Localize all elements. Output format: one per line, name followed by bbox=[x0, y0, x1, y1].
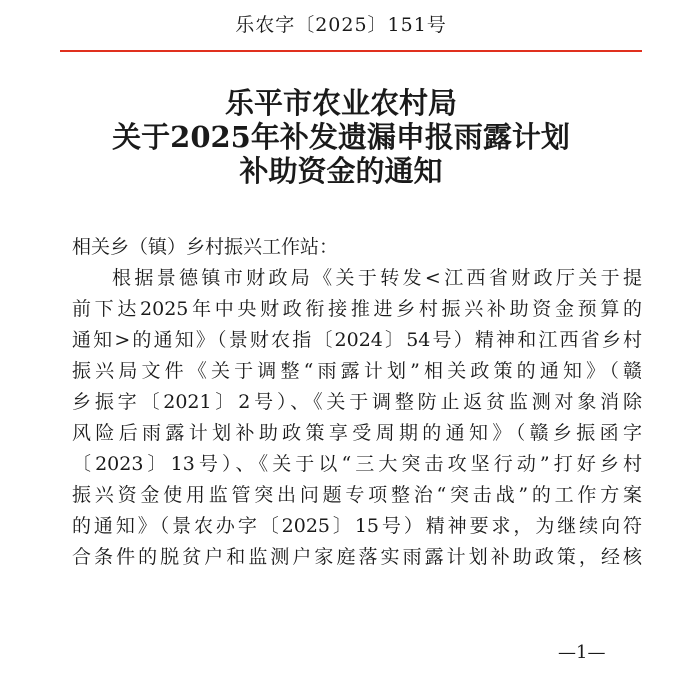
body-line: 乡振字〔2021〕2号）、《关于调整防止返贫监测对象消除 bbox=[72, 391, 642, 413]
body-line: 根据景德镇市财政局《关于转发<江西省财政厅关于提 bbox=[112, 267, 642, 289]
title-line: 乐平市农业农村局 bbox=[224, 86, 457, 120]
body-line: 的通知》（景农办字〔2025〕15号）精神要求，为继续向符 bbox=[72, 515, 642, 537]
document-body bbox=[72, 232, 642, 573]
red-separator-line bbox=[60, 50, 642, 52]
body-line: 振兴局文件《关于调整“雨露计划”相关政策的通知》（赣 bbox=[72, 360, 642, 382]
document-number: 乐农字〔2025〕151号 bbox=[235, 14, 447, 36]
body-line: 合条件的脱贫户和监测户家庭落实雨露计划补助政策，经核 bbox=[72, 546, 642, 568]
body-line: 〔2023〕13号）、《关于以“三大突击攻坚行动”打好乡村 bbox=[72, 453, 642, 475]
body-line: 风险后雨露计划补助政策享受周期的通知》（赣乡振函字 bbox=[72, 422, 642, 444]
document-title bbox=[0, 86, 682, 188]
page-number: —1— bbox=[558, 642, 606, 663]
body-line: 前下达2025年中央财政衔接推进乡村振兴补助资金预算的 bbox=[72, 298, 642, 320]
body-line: 振兴资金使用监管突出问题专项整治“突击战”的工作方案 bbox=[72, 484, 642, 506]
salutation: 相关乡（镇）乡村振兴工作站： bbox=[72, 236, 339, 258]
title-line: 关于2025年补发遗漏申报雨露计划 bbox=[112, 120, 570, 154]
title-line: 补助资金的通知 bbox=[239, 154, 443, 188]
body-line: 通知>的通知》（景财农指〔2024〕54号）精神和江西省乡村 bbox=[72, 329, 642, 351]
